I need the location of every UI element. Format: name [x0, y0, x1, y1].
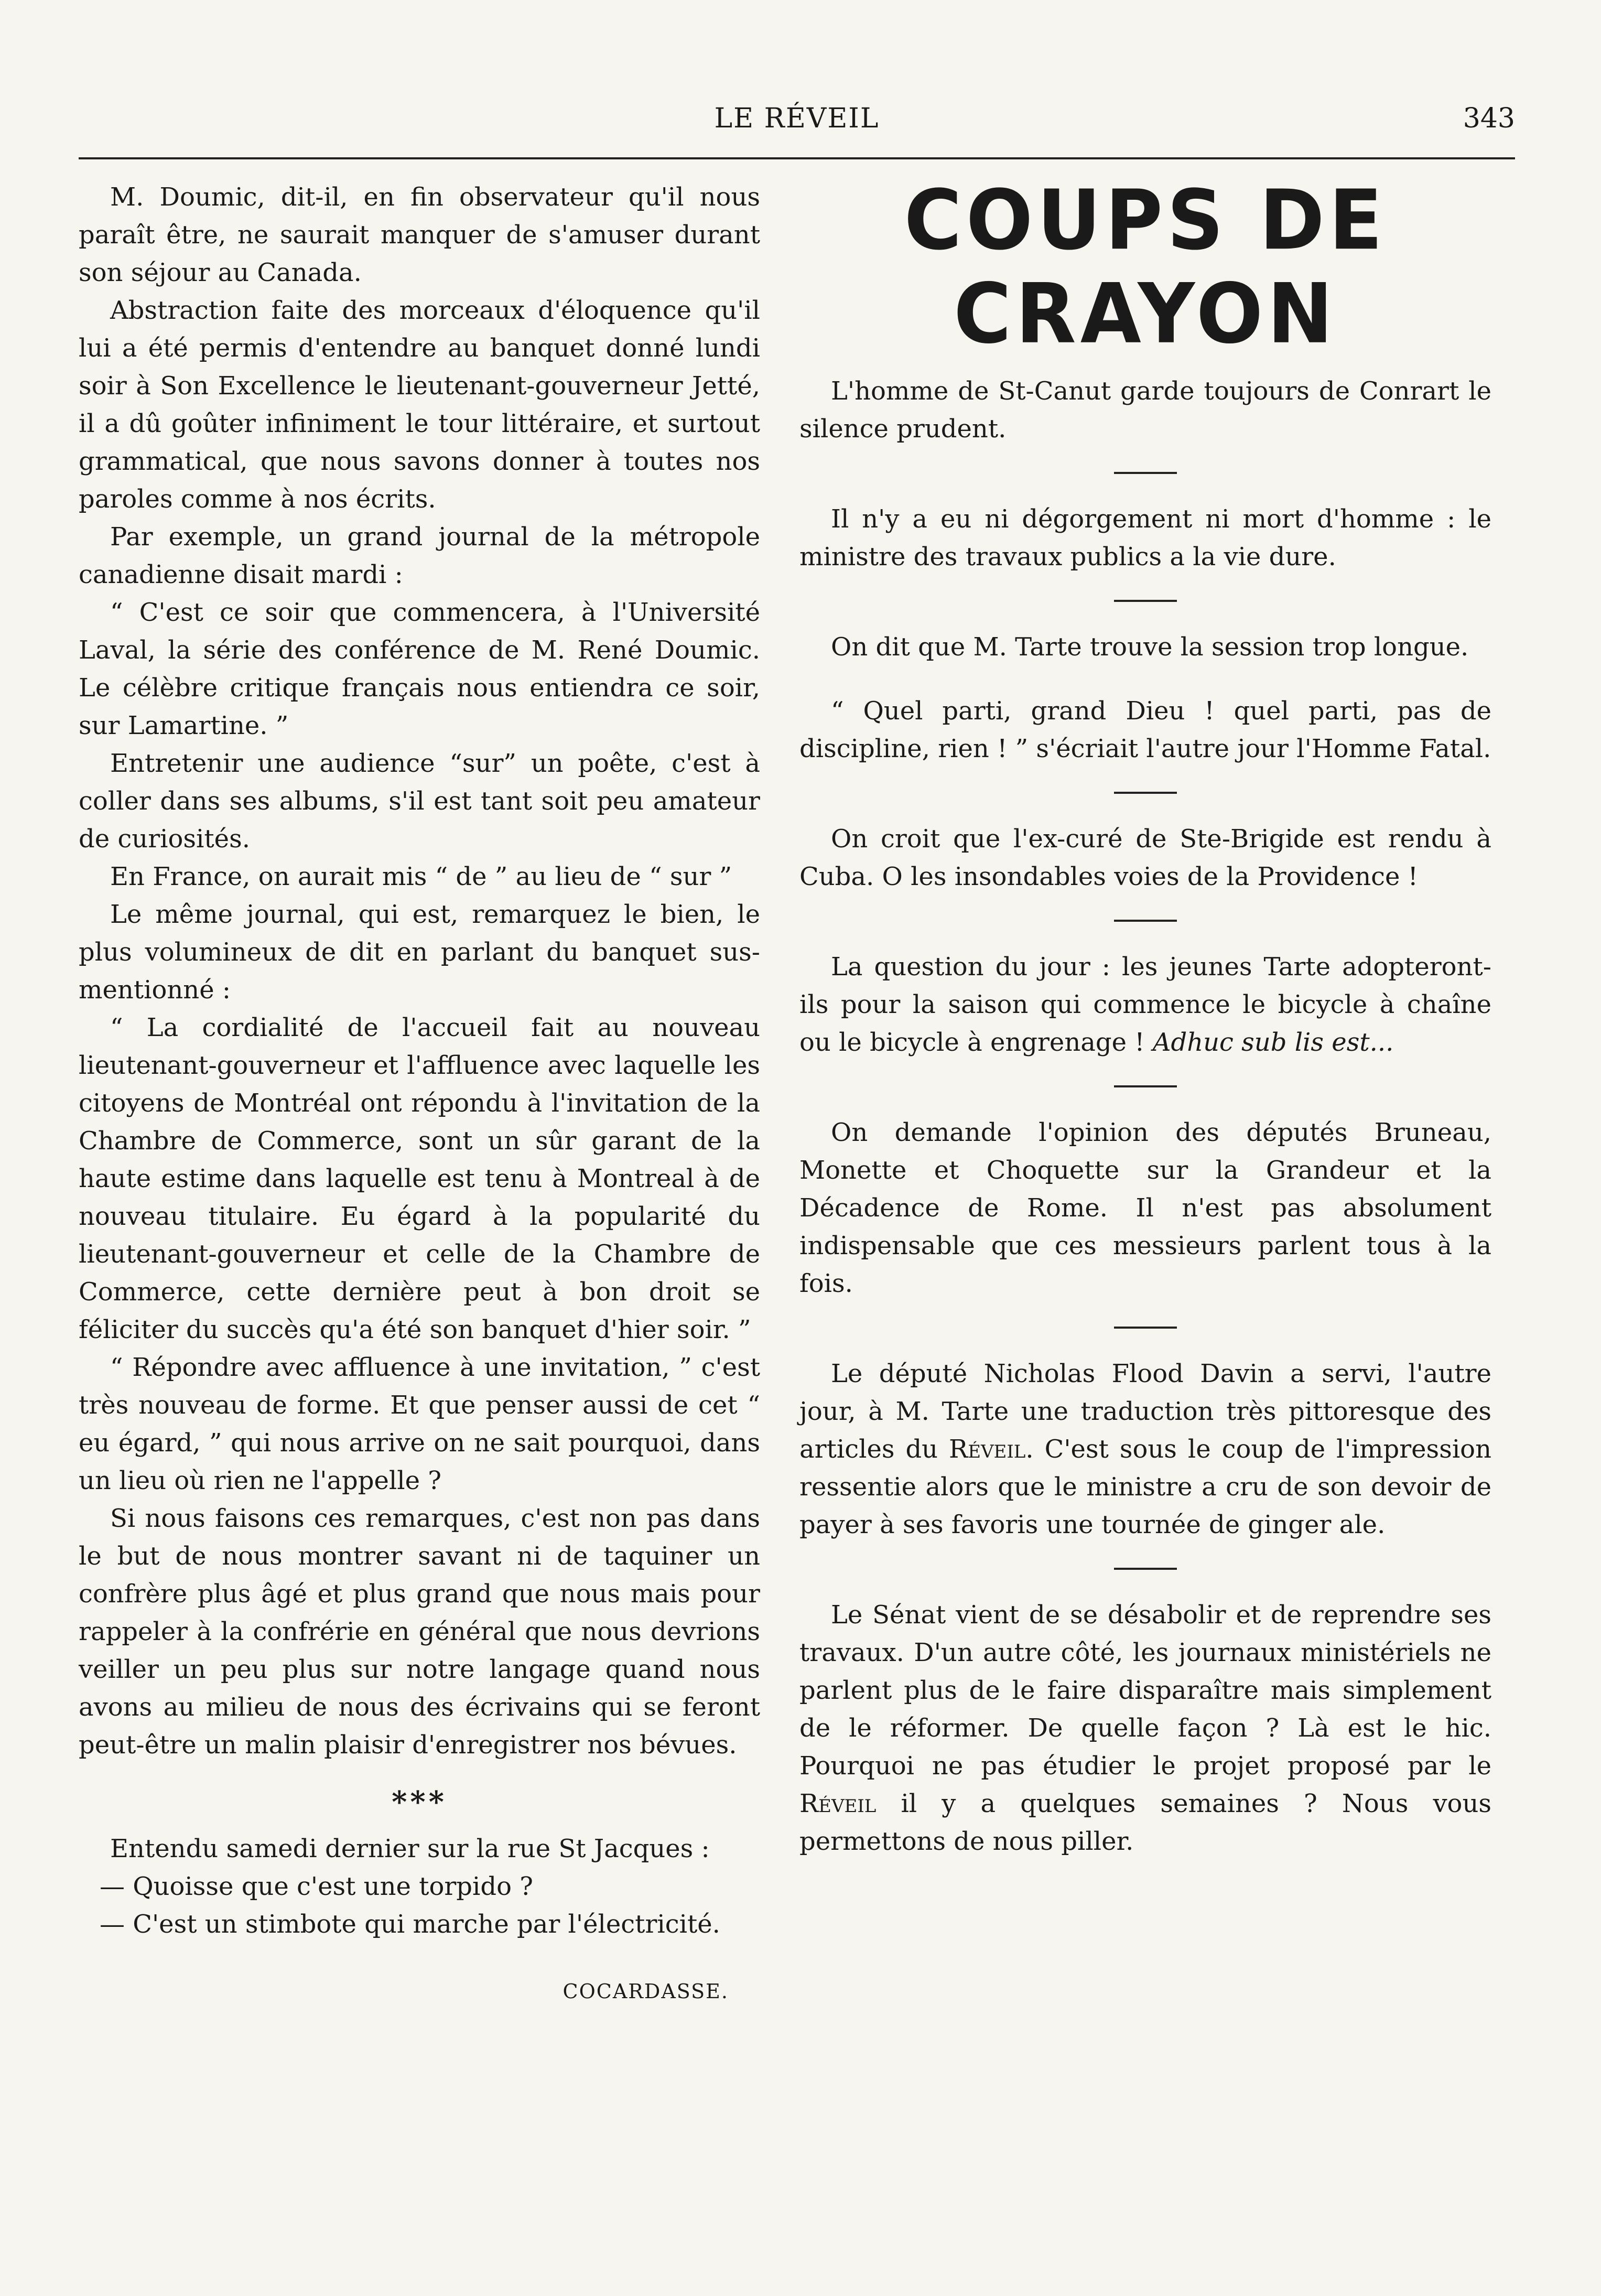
dialog-line: — C'est un stimbote qui marche par l'électricité. — [100, 1910, 720, 1939]
item-separator — [1114, 792, 1177, 794]
latin-phrase: Adhuc sub lis est... — [1152, 1028, 1394, 1057]
news-item: La question du jour : les jeunes Tarte adopteront-ils pour la saison qui commence le bicycle à chaîne ou le bicycle à engrenage ! Adhuc sub lis est... — [799, 952, 1491, 1057]
item-separator — [1114, 472, 1177, 474]
author-signature: COCARDASSE. — [562, 1980, 729, 2003]
running-title: LE RÉVEIL — [714, 103, 880, 134]
item-separator — [1114, 920, 1177, 922]
journal-name: Réveil — [799, 1789, 877, 1818]
right-column — [799, 173, 1491, 1860]
anecdote-intro: Entendu samedi dernier sur la rue St Jacques : — [110, 1834, 710, 1863]
paragraph: Si nous faisons ces remarques, c'est non pas dans le but de nous montrer savant ni de taquiner un confrère plus âgé et plus grand que nous mais pour rappeler à la confrérie en général que nous devrions veiller un peu plus sur notre langage quand nous avons au milieu de nous des écrivains qui se feront peut-être un malin plaisir d'enregistrer nos bévues. — [79, 1504, 760, 1760]
item-separator — [1114, 1085, 1177, 1087]
paragraph: En France, on aurait mis “ de ” au lieu de “ sur ” — [110, 862, 732, 891]
paragraph: “ Répondre avec affluence à une invitation, ” c'est très nouveau de forme. Et que penser aussi de cet “ eu égard, ” qui nous arrive on ne sait pourquoi, dans un lieu où rien ne l'appelle ? — [79, 1353, 760, 1495]
paragraph: M. Doumic, dit-il, en fin observateur qu'il nous paraît être, ne saurait manquer de s'amuser durant son séjour au Canada. — [79, 182, 760, 287]
item-separator — [1114, 600, 1177, 602]
paragraph: Entretenir une audience “sur” un poête, c'est à coller dans ses albums, s'il est tant soit peu amateur de curiosités. — [79, 749, 760, 854]
paragraph: Par exemple, un grand journal de la métropole canadienne disait mardi : — [79, 522, 760, 589]
item-separator — [1114, 1568, 1177, 1570]
page-number: 343 — [1463, 103, 1515, 134]
paragraph: Le même journal, qui est, remarquez le bien, le plus volumineux de dit en parlant du banquet sus-mentionné : — [79, 900, 760, 1005]
news-item: L'homme de St-Canut garde toujours de Conrart le silence prudent. — [799, 376, 1491, 444]
news-item: Il n'y a eu ni dégorgement ni mort d'homme : le ministre des travaux publics a la vie dure. — [799, 504, 1491, 572]
news-item: Le député Nicholas Flood Davin a servi, l'autre jour, à M. Tarte une traduction très pittoresque des articles du Réveil. C'est sous le coup de l'impression ressentie alors que le ministre a cru de son devoir de payer à ses favoris une tournée de ginger ale. — [799, 1359, 1491, 1539]
section-title: COUPS DE CRAYON — [904, 173, 1387, 362]
dialog-line: — Quoisse que c'est une torpido ? — [100, 1872, 533, 1901]
running-head — [79, 103, 1515, 150]
paragraph: Abstraction faite des morceaux d'éloquence qu'il lui a été permis d'entendre au banquet donné lundi soir à Son Excellence le lieutenant-gouverneur Jetté, il a dû goûter infiniment le tour littéraire, et surtout grammatical, que nous savons donner à toutes nos paroles comme à nos écrits. — [79, 296, 760, 514]
news-item: On dit que M. Tarte trouve la session trop longue. — [831, 632, 1469, 662]
left-column — [79, 178, 760, 2003]
journal-name: Réveil — [949, 1435, 1026, 1464]
news-item: Le Sénat vient de se désabolir et de reprendre ses travaux. D'un autre côté, les journaux ministériels ne parlent plus de le faire disparaître mais simplement de le réformer. De quelle façon ? Là est le hic. Pourquoi ne pas étudier le projet proposé par le Réveil il y a quelques semaines ? Nous vous permettons de nous piller. — [799, 1600, 1491, 1856]
paragraph: “ La cordialité de l'accueil fait au nouveau lieutenant-gouverneur et l'affluence avec laquelle les citoyens de Montréal ont répondu à l'invitation de la Chambre de Commerce, sont un sûr garant de la haute estime dans laquelle est tenu à Montreal à de nouveau titulaire. Eu égard à la popularité du lieutenant-gouverneur et celle de la Chambre de Commerce, cette dernière peut à bon droit se féliciter du succès qu'a été son banquet d'hier soir. ” — [79, 1013, 760, 1344]
paragraph: “ C'est ce soir que commencera, à l'Université Laval, la série des conférence de M. René Doumic. Le célèbre critique français nous entiendra ce soir, sur Lamartine. ” — [79, 598, 760, 740]
news-item: On demande l'opinion des députés Bruneau, Monette et Choquette sur la Grandeur et la Décadence de Rome. Il n'est pas absolument indispensable que ces messieurs parlent tous à la fois. — [799, 1118, 1491, 1298]
item-separator — [1114, 1327, 1177, 1329]
header-rule — [79, 157, 1515, 159]
news-item: “ Quel parti, grand Dieu ! quel parti, pas de discipline, rien ! ” s'écriait l'autre jour l'Homme Fatal. — [799, 696, 1491, 763]
news-item: On croit que l'ex-curé de Ste-Brigide est rendu à Cuba. O les insondables voies de la Providence ! — [799, 824, 1491, 891]
asterism-separator: *** — [392, 1785, 447, 1819]
